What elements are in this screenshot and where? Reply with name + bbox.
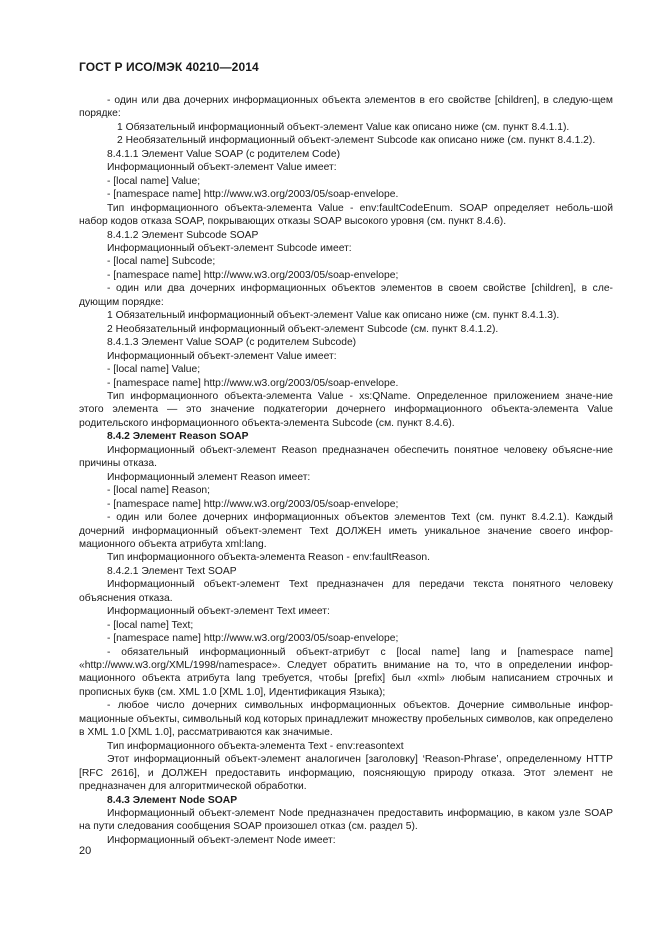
section-heading: 8.4.3 Элемент Node SOAP [107,794,238,806]
body-paragraph: Информационный объект-элемент Value имеет: [107,162,337,174]
body-paragraph: 1 Обязательный информационный объект-элемент Value как описано ниже (см. пункт 8.4.1.3). [107,310,560,322]
body-paragraph: - любое число дочерних символьных информационных объектов. Дочерние символьные инфор-мационные объекты, символьный код которых принадлежит множеству пробельных символов, как определено в XML 1.0 [XML 1.0], рассматриваются как значимые. [79,700,613,739]
body-paragraph: Тип информационного объекта-элемента Value - env:faultCodeEnum. SOAP определяет неболь-шой набор кодов отказа SOAP, покрывающих отказы SOAP высокого уровня (см. пункт 8.4.6). [79,202,613,228]
body-paragraph: Информационный объект-элемент Node предназначен предоставить информацию, в каком узле SOAP на пути следования сообщения SOAP произошел отказ (см. раздел 5). [79,808,613,833]
body-paragraph: 8.4.1.3 Элемент Value SOAP (с родителем Subcode) [107,337,357,349]
body-paragraph: - [local name] Subcode; [107,256,216,268]
body-paragraph: Тип информационного объекта-элемента Reason - env:faultReason. [107,552,430,564]
section-heading: 8.4.2 Элемент Reason SOAP [107,431,249,443]
body-paragraph: - [namespace name] http://www.w3.org/2003/05/soap-envelope. [107,189,399,201]
body-paragraph: Информационный объект-элемент Text предназначен для передачи текста понятного человеку объяснения отказа. [79,579,613,604]
body-paragraph: - один или два дочерних информационных объектов элементов в своем свойстве [children], в сле-дующим порядке: [79,283,613,308]
body-paragraph: - обязательный информационный объект-атрибут с [local name] lang и [namespace name] «http://www.w3.org/XML/1998/namespace». Следует обратить внимание на то, что в определении инфор-мационного объекта атрибута lang требуется, чтобы [prefix] был «xml» любым написанием строчных и прописных букв (см. XML 1.0 [XML 1.0], Идентификация Языка); [79,646,613,698]
body-paragraph: Тип информационного объекта-элемента Value - xs:QName. Определенное приложением значе-ние этого элемента — это значение подкатегории дочернего информационного объекта-элемента Value родительского информационного объекта-элемента Subcode (см. пункт 8.4.6). [79,390,613,429]
body-paragraph: Информационный объект-элемент Reason предназначен обеспечить понятное человеку объясне-ние причины отказа. [79,444,613,470]
body-paragraph: Информационный объект-элемент Node имеет: [107,834,336,846]
body-paragraph: 8.4.1.2 Элемент Subcode SOAP [107,229,259,241]
body-paragraph: - [local name] Value; [107,175,201,187]
body-paragraph: Тип информационного объекта-элемента Text - env:reasontext [107,740,404,752]
body-paragraph: 2 Необязательный информационный объект-элемент Subcode как описано ниже (см. пункт 8.4.1.2). [117,135,596,147]
body-paragraph: - [namespace name] http://www.w3.org/2003/05/soap-envelope; [107,498,399,510]
document-header: ГОСТ Р ИСО/МЭК 40210—2014 [79,60,259,74]
body-paragraph: Информационный объект-элемент Text имеет: [107,606,330,618]
page-number: 20 [79,845,92,857]
body-paragraph: - [namespace name] http://www.w3.org/2003/05/soap-envelope. [107,377,399,389]
document-body [79,94,613,847]
body-paragraph: 8.4.2.1 Элемент Text SOAP [107,565,237,577]
body-paragraph: - [local name] Reason; [107,485,211,497]
body-paragraph: - [namespace name] http://www.w3.org/2003/05/soap-envelope; [107,633,399,645]
body-paragraph: - один или более дочерних информационных объектов элементов Text (см. пункт 8.4.2.1). Каждый дочерний информационный объект-элемент Text ДОЛЖЕН иметь уникальное значение своего инфор-мационного объекта атрибута xml:lang. [79,512,613,550]
body-paragraph: - [namespace name] http://www.w3.org/2003/05/soap-envelope; [107,269,399,281]
body-paragraph: - [local name] Text; [107,619,194,631]
body-paragraph: 8.4.1.1 Элемент Value SOAP (с родителем Code) [107,148,341,160]
body-paragraph: Информационный объект-элемент Value имеет: [107,350,337,362]
body-paragraph: Информационный элемент Reason имеет: [107,471,311,483]
body-paragraph: Этот информационный объект-элемент аналогичен [заголовку] ‘Reason-Phrase’, определенному HTTP [RFC 2616], и ДОЛЖЕН предоставить информацию, поясняющую природу отказа. Этот элемент не предназначен для алгоритмической обработки. [79,754,613,793]
body-paragraph: 2 Необязательный информационный объект-элемент Subcode (см. пункт 8.4.1.2). [107,323,499,335]
body-paragraph: - один или два дочерних информационных объекта элементов в его свойстве [children], в следую-щем порядке: [79,95,613,120]
body-paragraph: - [local name] Value; [107,364,201,376]
body-paragraph: Информационный объект-элемент Subcode имеет: [107,242,352,254]
body-paragraph: 1 Обязательный информационный объект-элемент Value как описано ниже (см. пункт 8.4.1.1). [117,121,570,133]
